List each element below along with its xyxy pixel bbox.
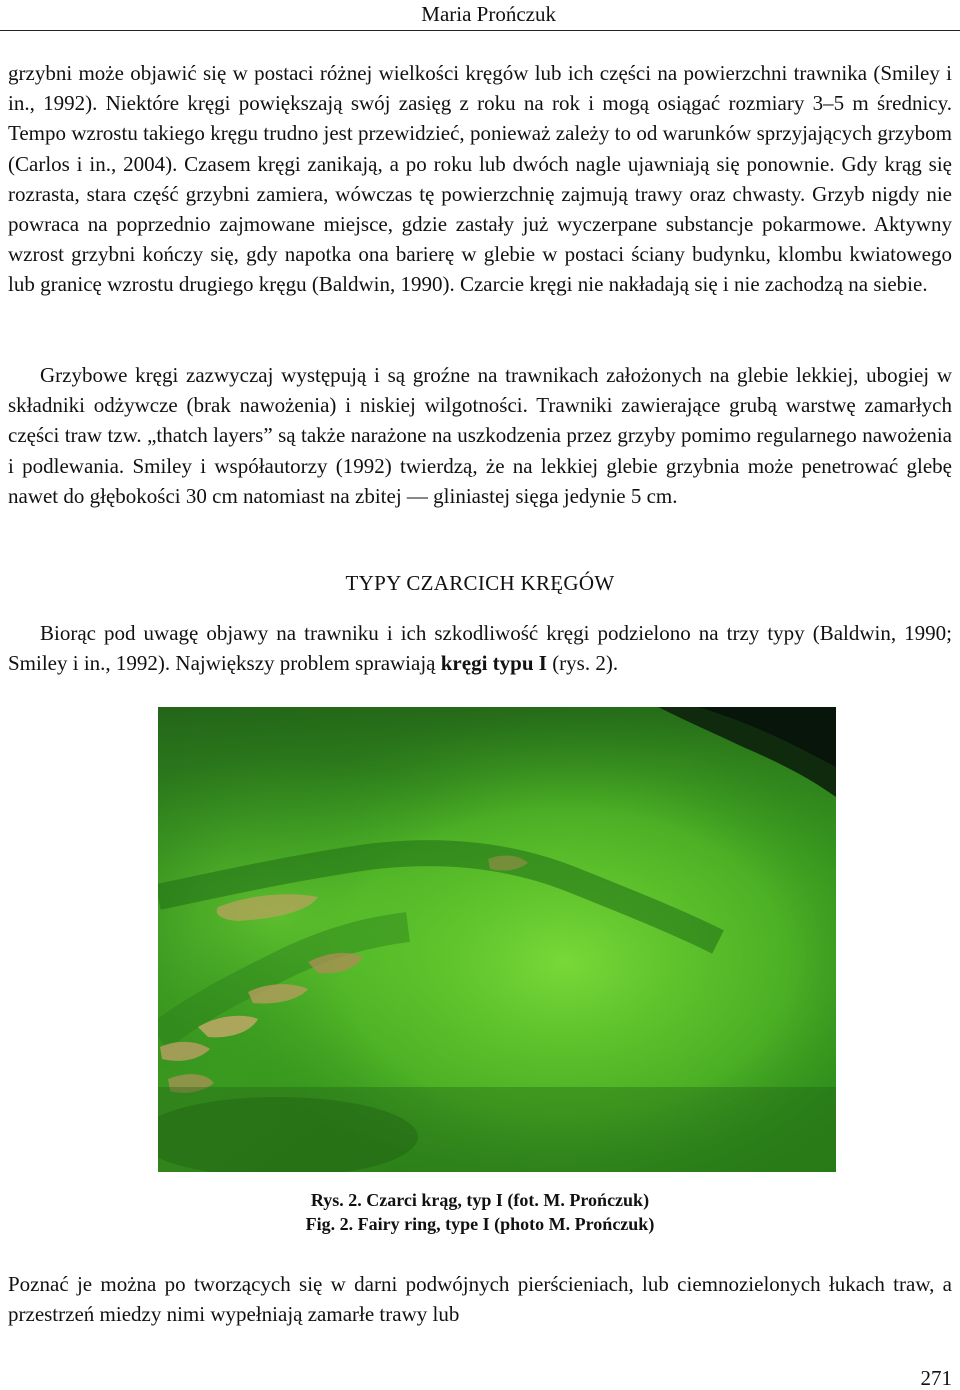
paragraph-3-end: (rys. 2). — [546, 651, 619, 676]
figure-caption-pl: Rys. 2. Czarci krąg, typ I (fot. M. Prończuk) — [310, 1190, 650, 1210]
paragraph-1: grzybni może objawić się w postaci różnej wielkości kręgów lub ich części na powierzchni trawnika (Smiley i in., 1992). Niektóre kręgi powiększają swój zasięg z roku na rok i mogą osiągać rozmiary 3–5 m średnicy. Tempo wzrostu takiego kręgu trudno jest przewidzieć, ponieważ zależy to od warunków sprzyjających grzybom (Carlos i in., 2004). Czasem kręgi zanikają, a po roku lub dwóch nagle ujawniają się ponownie. Gdy krąg się rozrasta, stara część grzybni zamiera, wówczas tę powierzchnię zajmują trawy oraz chwasty. Grzyb nigdy nie powraca na poprzednio zajmowane miejsce, gdzie zastały już wyczerpane substancje pokarmowe. Aktywny wzrost grzybni kończy się, gdy napotka ona barierę w glebie w postaci ściany budynku, klombu kwiatowego lub granicę wzrostu drugiego kręgu (Baldwin, 1990). Czarcie kręgi nie nakładają się i nie zachodzą na siebie. — [8, 61, 952, 297]
fairy-ring-photo — [158, 707, 836, 1172]
figure-caption-en: Fig. 2. Fairy ring, type I (photo M. Prończuk) — [305, 1214, 655, 1234]
page-number: 271 — [920, 1366, 952, 1390]
header-author: Maria Prończuk — [421, 2, 556, 26]
paragraph-3-bold: kręgi typu I — [440, 651, 547, 676]
paragraph-4: Poznać je można po tworzących się w darni podwójnych pierścieniach, lub ciemnozielonych łukach traw, a przestrzeń miedzy nimi wypełniają zamarłe trawy lub — [8, 1272, 952, 1327]
paragraph-3 — [8, 618, 952, 678]
running-header — [0, 0, 960, 31]
paragraph-3-text: Biorąc pod uwagę objawy na trawniku i ich szkodliwość kręgi podzielono na trzy typy (Baldwin, 1990; Smiley i in., 1992). Największy problem sprawiają — [8, 621, 952, 676]
paragraph-2: Grzybowe kręgi zazwyczaj występują i są groźne na trawnikach założonych na glebie lekkiej, ubogiej w składniki odżywcze (brak nawożenia) i niskiej wilgotności. Trawniki zawierające grubą warstwę zamarłych części traw tzw. „thatch layers” są także narażone na uszkodzenia przez grzyby pomimo regularnego nawożenia i podlewania. Smiley i współautorzy (1992) twierdzą, że na lekkiej glebie grzybnia może penetrować glebę nawet do głębokości 30 cm natomiast na zbitej — gliniastej sięga jedynie 5 cm. — [8, 363, 952, 508]
section-heading: TYPY CZARCICH KRĘGÓW — [345, 571, 615, 595]
